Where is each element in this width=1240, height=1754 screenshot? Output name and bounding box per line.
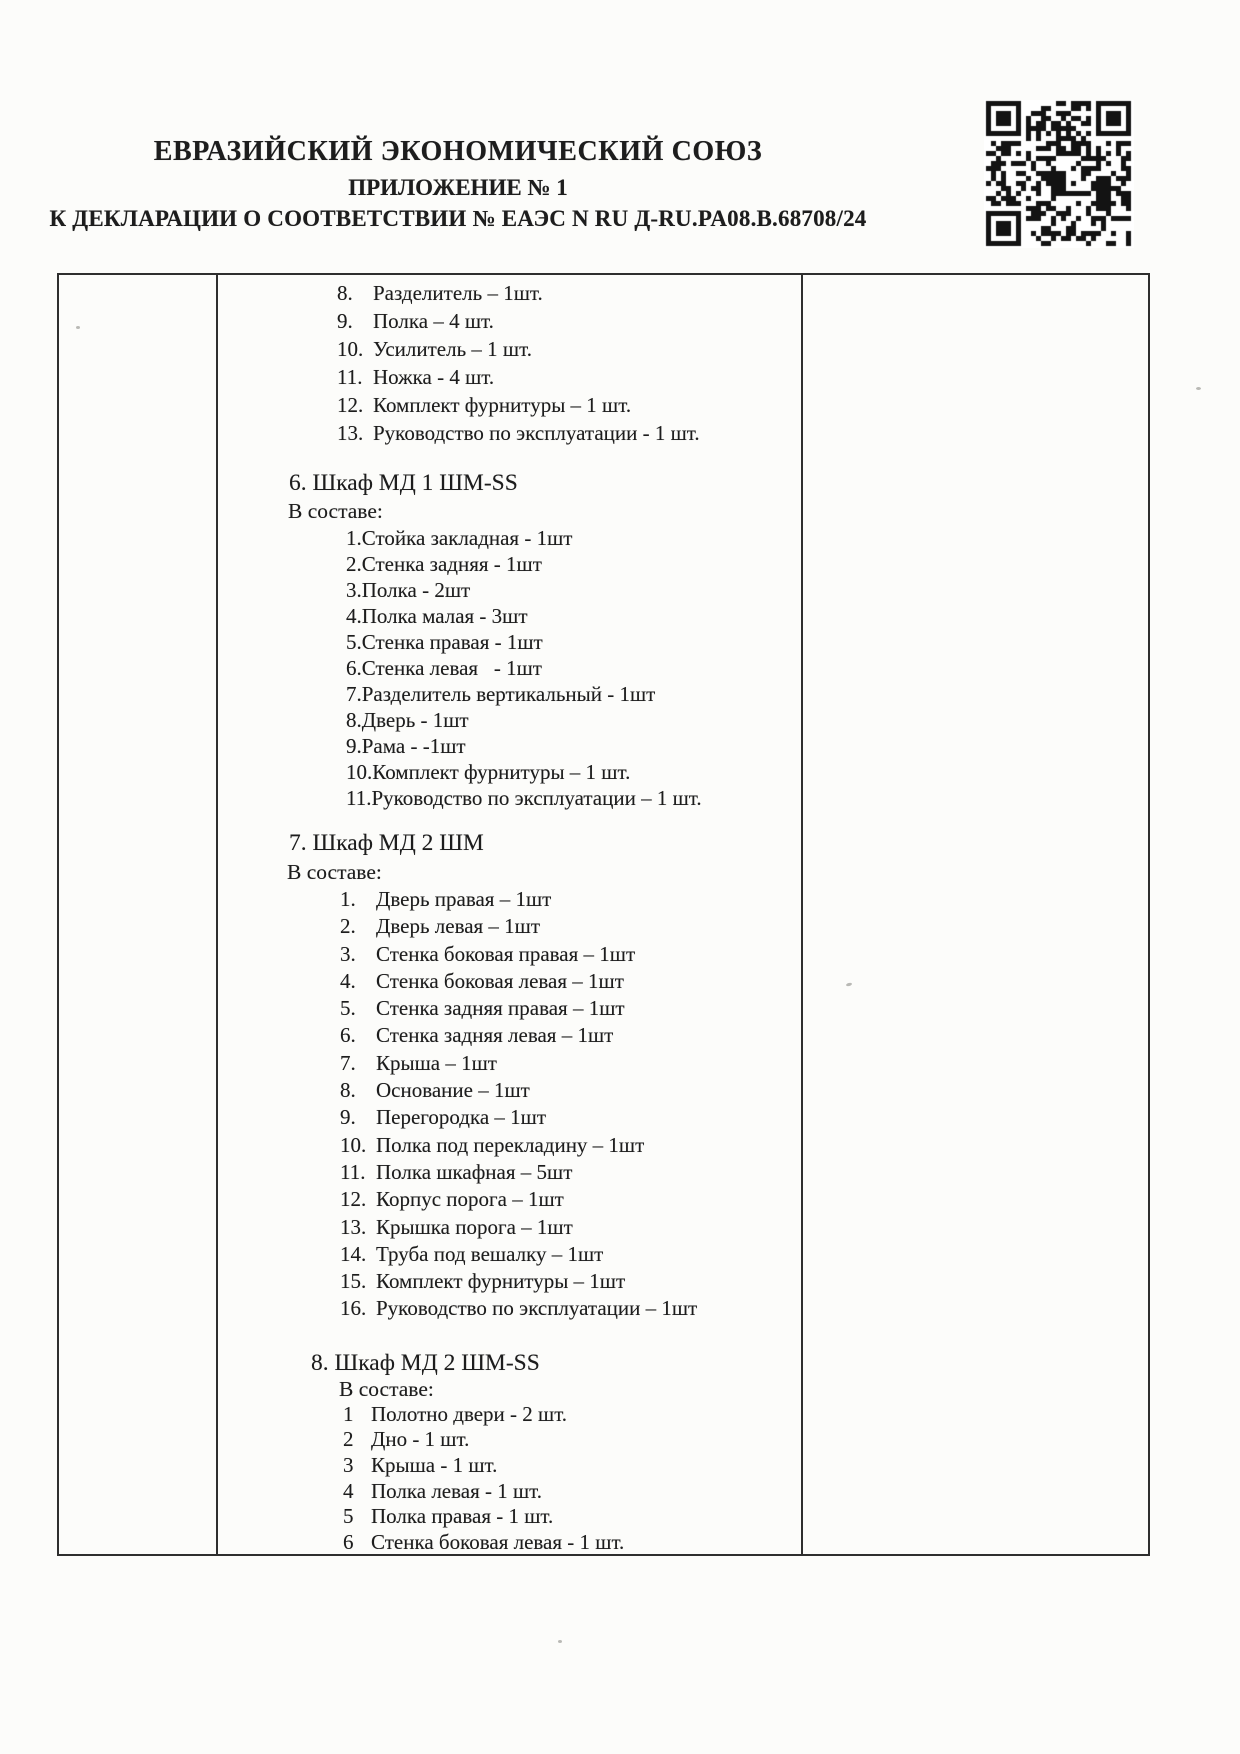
list-item	[216, 914, 799, 941]
list-item: 4.Полка малая - 3шт	[346, 604, 528, 628]
item-number: 4.	[340, 968, 356, 993]
section-cabinet-md1-shm-ss	[216, 469, 799, 811]
list-item: 3.Полка - 2шт	[346, 578, 471, 602]
list-item	[216, 1453, 799, 1479]
list-item	[216, 281, 799, 309]
item-text: Корпус порога – 1шт	[376, 1187, 564, 1212]
list-item	[216, 421, 799, 449]
item-number: 10.	[340, 1132, 367, 1157]
item-number: 11.	[337, 365, 363, 389]
item-text: Полка левая - 1 шт.	[371, 1478, 543, 1503]
item-text: Крыша - 1 шт.	[371, 1452, 498, 1477]
item-number: 13.	[340, 1214, 367, 1239]
item-text: Стенка задняя левая – 1шт	[376, 1023, 614, 1048]
section-title: 6. Шкаф МД 1 ШМ-SS	[289, 470, 518, 496]
scan-artifact	[1196, 387, 1201, 390]
item-number: 11.	[340, 1159, 366, 1184]
list-item	[216, 1427, 799, 1453]
list-item	[216, 1215, 799, 1242]
item-text: Полка шкафная – 5шт	[376, 1159, 573, 1184]
section-cabinet-md2-shm	[216, 829, 799, 1324]
list-item	[216, 1296, 799, 1323]
list-item	[216, 365, 799, 393]
list-item: 11.Руководство по эксплуатации – 1 шт.	[346, 786, 702, 810]
qr-code	[984, 100, 1134, 248]
section-title: 7. Шкаф МД 2 ШМ	[289, 830, 484, 856]
continued-parts-list	[216, 281, 799, 449]
list-item	[216, 1078, 799, 1105]
list-item	[216, 1105, 799, 1132]
section-subtitle: В составе:	[288, 499, 383, 523]
item-number: 1	[343, 1401, 354, 1426]
item-number: 8.	[340, 1078, 356, 1103]
list-item	[216, 337, 799, 365]
list-item	[216, 1160, 799, 1187]
item-text: Дно - 1 шт.	[371, 1427, 470, 1452]
item-text: Дверь правая – 1шт	[376, 887, 552, 911]
item-text: Ножка - 4 шт.	[373, 365, 495, 389]
item-text: Полка под перекладину – 1шт	[376, 1132, 645, 1157]
section-subtitle: В составе:	[287, 860, 382, 884]
item-number: 7.	[340, 1050, 356, 1075]
item-text: Перегородка – 1шт	[376, 1105, 547, 1130]
item-text: Полка правая - 1 шт.	[371, 1504, 554, 1529]
item-number: 10.	[337, 337, 364, 361]
item-text: Комплект фурнитуры – 1 шт.	[373, 393, 632, 417]
section-cabinet-md2-shm-ss	[216, 1350, 799, 1556]
union-title: ЕВРАЗИЙСКИЙ ЭКОНОМИЧЕСКИЙ СОЮЗ	[153, 136, 763, 167]
item-number: 6.	[340, 1023, 356, 1048]
item-number: 14.	[340, 1241, 367, 1266]
list-item	[216, 1269, 799, 1296]
list-item	[216, 887, 799, 914]
list-item	[216, 1187, 799, 1214]
item-number: 2	[343, 1427, 354, 1452]
list-item: 9.Рама - -1шт	[346, 734, 466, 758]
item-number: 13.	[337, 421, 364, 445]
item-text: Руководство по эксплуатации - 1 шт.	[373, 421, 700, 445]
list-item: 1.Стойка закладная - 1шт	[346, 526, 573, 550]
list-item	[216, 1402, 799, 1428]
item-number: 12.	[340, 1187, 367, 1212]
declaration-number-line: К ДЕКЛАРАЦИИ О СООТВЕТСТВИИ № ЕАЭС N RU Д-RU.PA08.B.68708/24	[49, 206, 867, 231]
item-text: Усилитель – 1 шт.	[373, 337, 532, 361]
scan-artifact	[558, 1640, 562, 1643]
item-number: 16.	[340, 1296, 367, 1321]
item-text: Руководство по эксплуатации – 1шт	[376, 1296, 698, 1321]
item-number: 9.	[337, 309, 353, 333]
list-item: 7.Разделитель вертикальный - 1шт	[346, 682, 656, 706]
list-item: 5.Стенка правая - 1шт	[346, 630, 543, 654]
table-content-column	[216, 273, 799, 1556]
list-item: 6.Стенка левая - 1шт	[346, 656, 542, 680]
item-number: 3.	[340, 941, 356, 966]
list-item	[216, 1504, 799, 1530]
item-number: 15.	[340, 1269, 367, 1294]
item-text: Крыша – 1шт	[376, 1050, 497, 1075]
item-number: 5.	[340, 996, 356, 1021]
item-number: 5	[343, 1504, 354, 1529]
item-number: 12.	[337, 393, 364, 417]
item-text: Полка – 4 шт.	[373, 309, 494, 333]
list-item	[216, 1051, 799, 1078]
item-text: Дверь левая – 1шт	[376, 914, 541, 939]
list-item	[216, 996, 799, 1023]
list-item: 2.Стенка задняя - 1шт	[346, 552, 542, 576]
item-number: 3	[343, 1452, 354, 1477]
item-text: Стенка боковая правая – 1шт	[376, 941, 636, 966]
scan-artifact	[76, 326, 80, 329]
list-item	[216, 942, 799, 969]
item-text: Труба под вешалку – 1шт	[376, 1241, 604, 1266]
item-text: Полотно двери - 2 шт.	[371, 1401, 568, 1426]
section-title: 8. Шкаф МД 2 ШМ-SS	[311, 1349, 540, 1376]
section-subtitle: В составе:	[339, 1376, 434, 1401]
item-text: Стенка боковая левая - 1 шт.	[371, 1529, 625, 1554]
item-number: 6	[343, 1529, 354, 1554]
table-column-divider-right	[801, 275, 803, 1554]
document-header	[20, 136, 896, 232]
item-text: Стенка боковая левая – 1шт	[376, 968, 624, 993]
item-text: Стенка задняя правая – 1шт	[376, 996, 625, 1021]
item-text: Комплект фурнитуры – 1шт	[376, 1269, 626, 1294]
appendix-title: ПРИЛОЖЕНИЕ № 1	[348, 175, 568, 200]
item-text: Основание – 1шт	[376, 1078, 530, 1103]
item-text: Крышка порога – 1шт	[376, 1214, 573, 1239]
list-item	[216, 1023, 799, 1050]
list-item	[216, 1530, 799, 1556]
list-item	[216, 1479, 799, 1505]
list-item	[216, 309, 799, 337]
list-item	[216, 1133, 799, 1160]
list-item	[216, 969, 799, 996]
list-item: 10.Комплект фурнитуры – 1 шт.	[346, 760, 631, 784]
item-number: 4	[343, 1478, 354, 1503]
item-number: 8.	[337, 281, 353, 305]
list-item	[216, 1242, 799, 1269]
list-item	[216, 393, 799, 421]
item-number: 9.	[340, 1105, 356, 1130]
item-number: 1.	[340, 887, 356, 911]
item-number: 2.	[340, 914, 356, 939]
item-text: Разделитель – 1шт.	[373, 281, 543, 305]
list-item: 8.Дверь - 1шт	[346, 708, 469, 732]
